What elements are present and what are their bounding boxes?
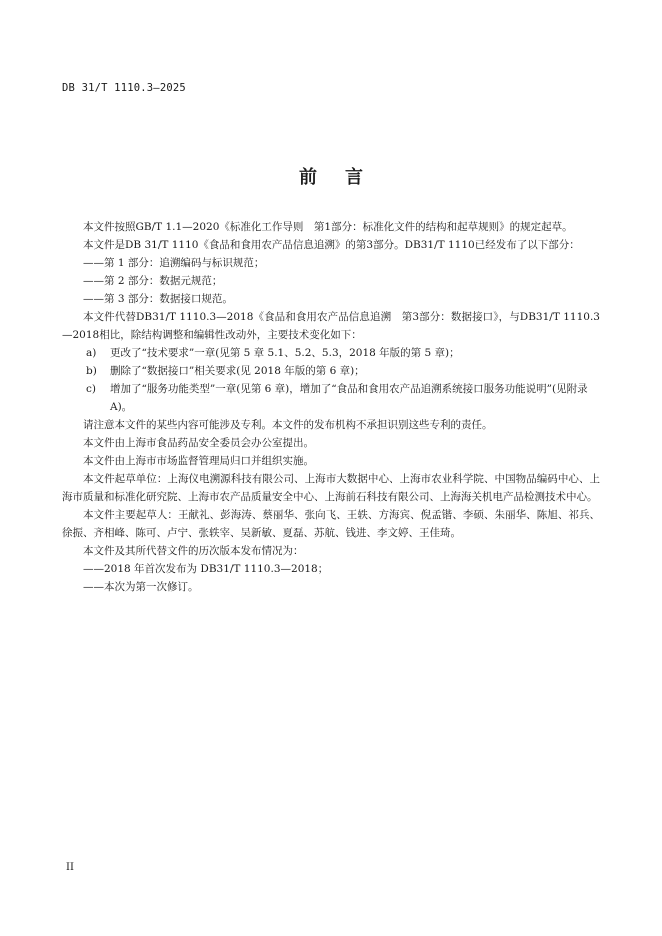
document-number: DB 31/T 1110.3—2025 xyxy=(62,82,186,94)
history-item-1: ——2018 年首次发布为 DB31/T 1110.3—2018； xyxy=(83,563,329,575)
paragraph-drafters: 本文件主要起草人：王献礼、彭海涛、蔡丽华、张向飞、王轶、方海宾、倪孟锴、李硕、朱丽华、陈旭、祁兵、徐振、齐相峰、陈可、卢宁、张轶宰、吴新敏、夏磊、苏航、钱进、李文婷、王佳琦。 xyxy=(62,509,600,539)
change-item-a-text: 更改了“技术要求”一章(见第 5 章 5.1、5.2、5.3，2018 年版的第 5 章)； xyxy=(110,347,460,359)
paragraph-administrator: 本文件由上海市市场监督管理局归口并组织实施。 xyxy=(83,455,314,467)
change-item-b-label: b) xyxy=(86,365,97,377)
change-item-b xyxy=(62,362,600,380)
page-title: 前言 xyxy=(299,167,391,188)
paragraph-proposer: 本文件由上海市食品药品安全委员会办公室提出。 xyxy=(83,437,314,449)
change-item-c-text: 增加了“服务功能类型”一章(见第 6 章)，增加了“食品和食用农产品追溯系统接口服务功能说明”(见附录 A)。 xyxy=(110,383,588,413)
paragraph-drafting-units: 本文件起草单位：上海仪电溯源科技有限公司、上海市大数据中心、上海市农业科学院、中国物品编码中心、上海市质量和标准化研究院、上海市农产品质量安全中心、上海前石科技有限公司、上海海关机电产品检测技术中心。 xyxy=(62,473,600,503)
page-number: II xyxy=(66,862,74,873)
history-item-2: ——本次为第一次修订。 xyxy=(83,581,199,593)
list-item-part-1: ——第 1 部分：追溯编码与标识规范； xyxy=(83,257,265,269)
paragraph-drafting-basis: 本文件按照GB/T 1.1—2020《标准化工作导则 第1部分：标准化文件的结构和起草规则》的规定起草。 xyxy=(83,221,573,233)
paragraph-replacement: 本文件代替DB31/T 1110.3—2018《食品和食用农产品信息追溯 第3部分：数据接口》，与DB31/T 1110.3—2018相比，除结构调整和编辑性改动外，主要技术变化如下： xyxy=(62,311,600,341)
change-item-c-label: c) xyxy=(86,383,96,395)
paragraph-version-history: 本文件及其所代替文件的历次版本发布情况为： xyxy=(83,545,304,557)
change-item-a-label: a) xyxy=(86,347,97,359)
foreword-body xyxy=(62,218,600,596)
paragraph-series-info: 本文件是DB 31/T 1110《食品和食用农产品信息追溯》的第3部分。DB31/T 1110已经发布了以下部分： xyxy=(83,239,580,251)
change-item-a xyxy=(62,344,600,362)
change-item-c xyxy=(62,380,600,416)
list-item-part-3: ——第 3 部分：数据接口规范。 xyxy=(83,293,233,305)
paragraph-patent-notice: 请注意本文件的某些内容可能涉及专利。本文件的发布机构不承担识别这些专利的责任。 xyxy=(83,419,493,431)
list-item-part-2: ——第 2 部分：数据元规范； xyxy=(83,275,223,287)
change-item-b-text: 删除了“数据接口”相关要求(见 2018 年版的第 6 章)； xyxy=(110,365,365,377)
